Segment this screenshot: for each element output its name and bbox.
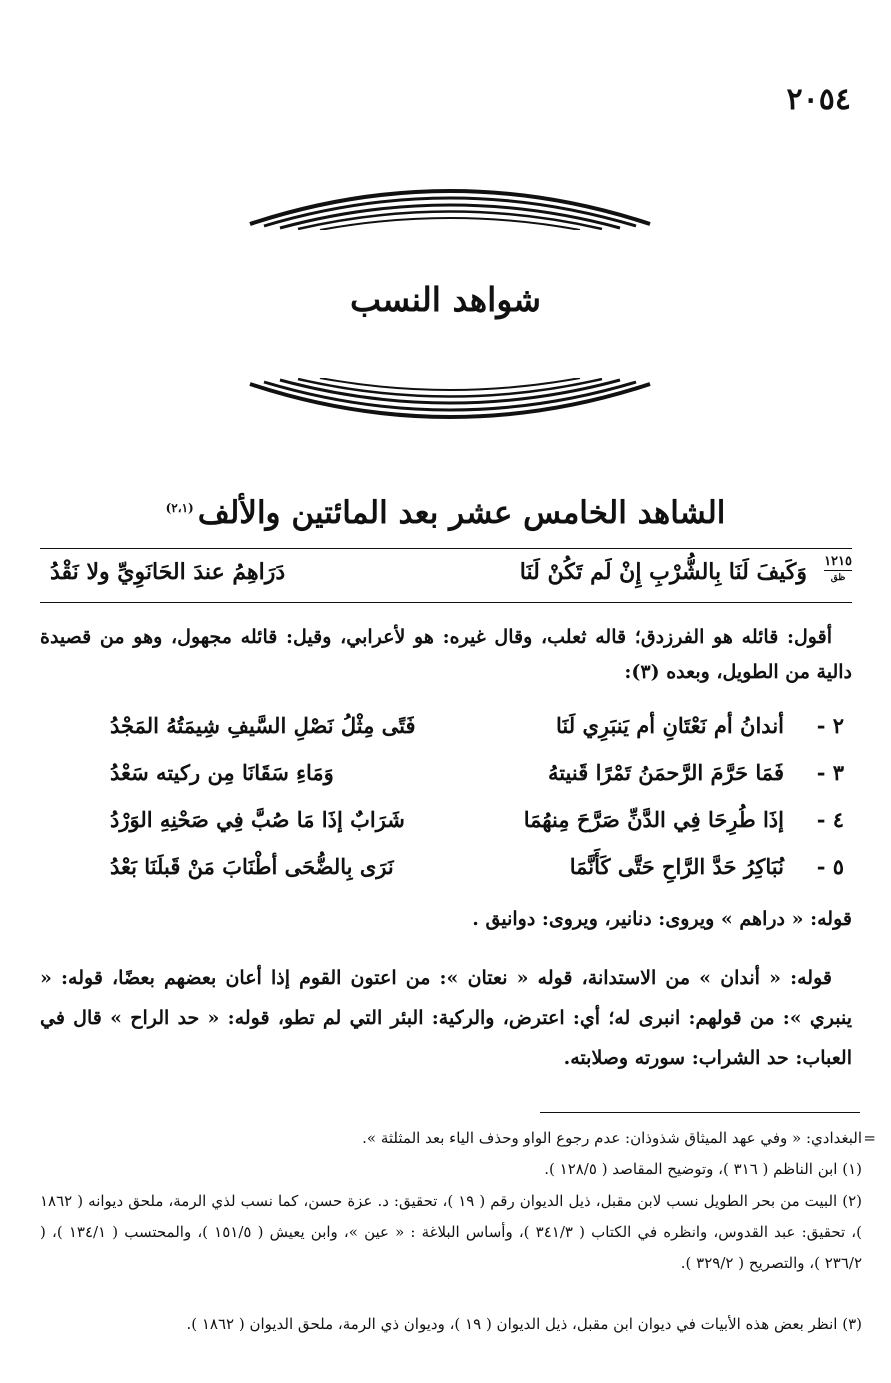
ornament-top: [240, 168, 660, 230]
hemistich-second: وَمَاءِ سَقَانَا مِن ركيته سَعْدُ: [110, 760, 334, 785]
verse-row: [40, 760, 852, 800]
footnote-divider: [540, 1112, 860, 1113]
hemistich-second: دَرَاهِمُ عندَ الحَانَوِيِّ ولا نَقْدُ: [50, 559, 286, 585]
divider: [40, 602, 852, 603]
verse-number: ٢ -: [816, 713, 844, 738]
footnote-text: البغدادي: « وفي عهد الميثاق شذوذان: عدم رجوع الواو وحذف الياء بعد المثلثة ».: [362, 1129, 862, 1147]
page-number: ٢٠٥٤: [786, 82, 851, 117]
continuation-mark: =: [863, 1129, 876, 1147]
shahid-title-text: الشاهد الخامس عشر بعد المائتين والألف: [197, 495, 726, 531]
hemistich-second: شَرَابٌ إذَا مَا صُبَّ فِي صَحْنِهِ الوَرْدُ: [110, 807, 405, 832]
verse-row: [40, 713, 852, 753]
hemistich-second: فَتًى مِثْلُ نَصْلِ السَّيفِ شِيمَتُهُ المَجْدُ: [110, 713, 416, 738]
verse-number: ٥ -: [816, 854, 844, 879]
hemistich-first: وَكَيفَ لَنَا بِالشُّرْبِ إِنْ لَم تَكُنْ لَنَا: [519, 559, 807, 585]
verse-number: ٣ -: [816, 760, 844, 785]
hemistich-first: إذَا طُرِحَا فِي الدَّنِّ صَرَّحَ مِنهُمَا: [523, 807, 784, 832]
verse-row: [40, 854, 852, 894]
hemistich-first: نُبَاكِرُ حَدَّ الرَّاحِ حَتَّى كَأَنَّمَا: [569, 854, 784, 879]
divider: [40, 548, 852, 549]
verse-number: ٤ -: [816, 807, 844, 832]
section-title: شواهد النسب: [349, 280, 542, 319]
footnote-1: (١) ابن الناظم ( ٣١٦ )، وتوضيح المقاصد ( ١٢٨/٥ ).: [544, 1160, 862, 1178]
verse-number: ١٢١٥ ظق: [824, 554, 852, 583]
hemistich-first: فَمَا حَرَّمَ الرَّحمَنُ تَمْرًا قَنيتهُ: [547, 760, 784, 785]
commentary-paragraph: قوله: « دراهم » ويروى: دنانير، ويروى: دوانيق .: [472, 908, 852, 930]
shahid-title: [40, 495, 851, 531]
footnote-ref: (٢،١): [165, 500, 194, 515]
commentary-paragraph: قوله: « أندان » من الاستدانة، قوله « نعتان »: من اعتون القوم إذا أعان بعضهم بعضًا، قوله: « ينبري »: من قولهم: انبرى له؛ أي: اعترض، والركية: البئر التي لم تطو، قوله: « حد الراح » قال في العباب: حد الشراب: سورته وصلابته.: [40, 967, 852, 1069]
footnote-3: (٣) انظر بعض هذه الأبيات في ديوان ابن مقبل، ذيل الديوان ( ١٩ )، وديوان ذي الرمة، ملحق الديوان ( ١٨٦٢ ).: [186, 1315, 862, 1333]
footnote-2: (٢) البيت من بحر الطويل نسب لابن مقبل، ذيل الديوان رقم ( ١٩ )، تحقيق: د. عزة حسن، كما نسب لذي الرمة، ملحق ديوانه ( ١٨٦٢ )، تحقيق: عبد القدوس، وانظره في الكتاب ( ٣٤١/٣ )، وأساس البلاغة : « عين »، وابن يعيش ( ١٥١/٥ )، والمحتسب ( ١٣٤/١ )، ( ٢٣٦/٢ )، والتصريح ( ٣٢٩/٢ ).: [40, 1192, 863, 1272]
commentary-paragraph: أقول: قائله هو الفرزدق؛ قاله ثعلب، وقال غيره: هو لأعرابي، وقيل: قائله مجهول، وهو من قصيدة دالية من الطويل، وبعده (٣):: [40, 626, 852, 683]
ornament-bottom: [240, 378, 660, 440]
main-verse: [40, 554, 852, 597]
verse-row: [40, 807, 852, 847]
hemistich-first: أندانُ أم نَعْتَانِ أم يَنبَرِي لَنَا: [556, 713, 784, 738]
footnote-continuation: [40, 1123, 876, 1154]
hemistich-second: نَرَى بِالضُّحَى أطْنَابَ مَنْ قَبلَنَا بَعْدُ: [110, 854, 394, 879]
